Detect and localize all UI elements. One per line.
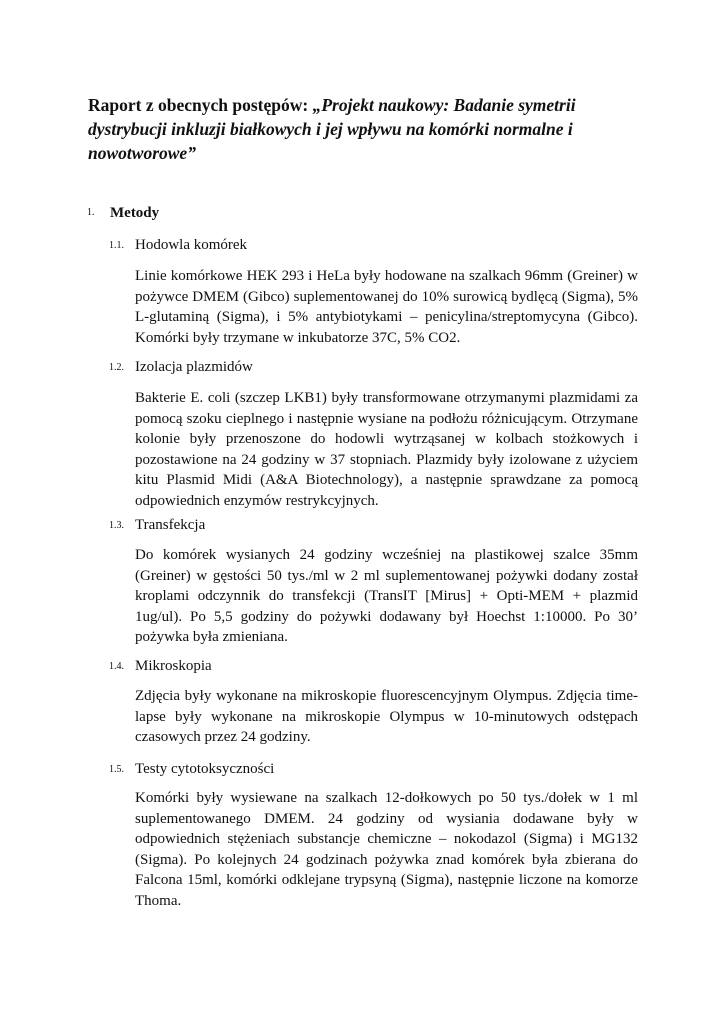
- subsection-paragraph: Bakterie E. coli (szczep LKB1) były transformowane otrzymanymi plazmidami za pomocą szoku cieplnego i następnie wysiane na podłożu różnicującym. Otrzymane kolonie były przenoszone do hodowli wytrząsanej w kolbach stożkowych i pozostawione na 24 godziny w 37 stopniach. Plazmidy były izolowane z użyciem kitu Plasmid Midi (A&A Biotechnology), a następnie sprawdzane za pomocą odpowiednich enzymów restrykcyjnych.: [135, 390, 638, 509]
- subsection-title: Mikroskopia: [135, 658, 212, 674]
- section-title: Metody: [110, 205, 160, 221]
- subsection-title: Izolacja plazmidów: [135, 359, 253, 375]
- subsection-paragraph: Komórki były wysiewane na szalkach 12-dołkowych po 50 tys./dołek w 1 ml suplementowanego DMEM. 24 godziny od wysiania dodawane były w odpowiednich stężeniach substancje chemiczne – nokodazol (Sigma) i MG132 (Sigma). Po kolejnych 24 godzinach pożywka znad komórek była zbierana do Falcona 15ml, komórki odklejane trypsyną (Sigma), następnie liczone na komorze Thoma.: [135, 790, 638, 909]
- subsection-title: Testy cytotoksyczności: [135, 761, 275, 777]
- subsection-paragraph: Zdjęcia były wykonane na mikroskopie fluorescencyjnym Olympus. Zdjęcia time-lapse były wykonane na mikroskopie Olympus w 10-minutowych odstępach czasowych przez 24 godziny.: [135, 688, 638, 745]
- subsection-number: 1.5.: [109, 764, 124, 775]
- subsection-title: Hodowla komórek: [135, 237, 248, 253]
- subsection-number: 1.3.: [109, 520, 124, 531]
- subsection-paragraph: Do komórek wysianych 24 godziny wcześniej na plastikowej szalce 35mm (Greiner) w gęstości 50 tys./ml w 2 ml suplementowanej pożywki dodany został kroplami odczynnik do transfekcji (TransIT [Mirus] + Opti-MEM + plazmid 1ug/ul). Po 5,5 godziny do pożywki dodawany był Hoechst 1:10000. Po 30’ pożywka była zmieniana.: [135, 547, 638, 645]
- section-number: 1.: [87, 207, 95, 218]
- subsection-number: 1.4.: [109, 661, 124, 672]
- subsection-paragraph: Linie komórkowe HEK 293 i HeLa były hodowane na szalkach 96mm (Greiner) w pożywce DMEM (Gibco) suplementowanej do 10% surowicą bydlęcą (Sigma), 5% L-glutaminą (Sigma), i 5% antybiotykami – penicylina/streptomycyna (Gibco). Komórki były trzymane w inkubatorze 37C, 5% CO2.: [135, 268, 638, 346]
- subsection-title: Transfekcja: [135, 517, 206, 533]
- title-prefix: Raport z obecnych postępów:: [88, 95, 313, 115]
- report-title: [88, 93, 648, 165]
- subsection-number: 1.2.: [109, 362, 124, 373]
- subsection-number: 1.1.: [109, 240, 124, 251]
- title-project-name: „Projekt naukowy: Badanie symetrii dystrybucji inkluzji białkowych i jej wpływu na komórki normalne i nowotworowe”: [88, 95, 576, 163]
